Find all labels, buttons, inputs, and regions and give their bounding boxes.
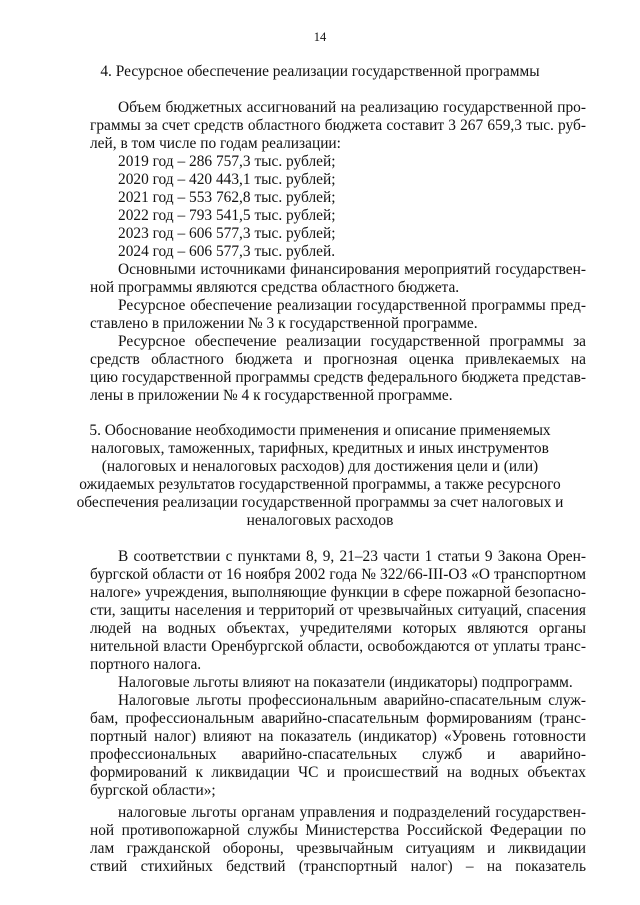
paragraph-line: портного налога.	[90, 656, 202, 673]
paragraph-line: средств областного бюджета и прогнозная оценка привлекаемых на	[90, 351, 586, 368]
paragraph-line: Ресурсное обеспечение реализации государственной программы за	[118, 333, 586, 350]
paragraph-line: портный налог) влияют на показатель (индикатор) «Уровень готовности	[90, 728, 586, 745]
year-allocation-item: 2022 год – 793 541,5 тыс. рублей;	[118, 207, 336, 224]
section-5-heading-line: обеспечения реализации государственной программы за счет налоговых и	[76, 494, 564, 511]
paragraph-line: налоговые льготы органам управления и подразделений государствен-	[118, 804, 586, 821]
section-5-heading-line: 5. Обоснование необходимости применения и описание применяемых	[89, 422, 551, 439]
paragraph-line: бургской области»;	[90, 782, 216, 799]
section-4-heading: 4. Ресурсное обеспечение реализации государственной программы	[100, 63, 540, 80]
year-allocation-item: 2020 год – 420 443,1 тыс. рублей;	[118, 171, 336, 188]
paragraph-line: ставлено в приложении № 3 к государственной программе.	[90, 315, 478, 332]
paragraph-line: ной противопожарной службы Министерства Российской Федерации по	[90, 822, 586, 839]
paragraph-line: лей, в том числе по годам реализации:	[90, 135, 341, 152]
section-5-heading-line: неналоговых расходов	[246, 512, 394, 529]
paragraph-line: бургской области от 16 ноября 2002 года № 322/66-III-ОЗ «О транспортном	[90, 566, 586, 583]
paragraph-line: ствий стихийных бедствий (транспортный налог) – на показатель	[90, 858, 586, 875]
paragraph-line: Ресурсное обеспечение реализации государственной программы пред-	[118, 297, 586, 314]
year-allocation-item: 2023 год – 606 577,3 тыс. рублей;	[118, 225, 336, 242]
year-allocation-item: 2024 год – 606 577,3 тыс. рублей.	[118, 243, 336, 260]
paragraph-line: сти, защиты населения и территорий от чрезвычайных ситуаций, спасения	[90, 602, 586, 619]
paragraph-line: лам гражданской обороны, чрезвычайным ситуациям и ликвидации	[90, 840, 586, 857]
year-allocation-item: 2019 год – 286 757,3 тыс. рублей;	[118, 153, 336, 170]
paragraph-line: налоге» учреждения, выполняющие функции в сфере пожарной безопасно-	[90, 584, 586, 601]
paragraph-line: Объем бюджетных ассигнований на реализацию государственной про-	[118, 99, 586, 116]
paragraph-line: граммы за счет средств областного бюджета составит 3 267 659,3 тыс. руб-	[90, 117, 586, 134]
paragraph-line: людей на водных объектах, учредителями которых являются органы	[90, 620, 586, 637]
paragraph-line: Налоговые льготы влияют на показатели (индикаторы) подпрограмм.	[118, 674, 573, 691]
page-number: 14	[313, 30, 327, 44]
section-5-heading-line: (налоговых и неналоговых расходов) для достижения цели и (или)	[101, 458, 539, 475]
paragraph-line: профессиональных аварийно-спасательных служб и аварийно-	[90, 746, 586, 763]
paragraph-line: лены в приложении № 4 к государственной программе.	[90, 387, 453, 404]
paragraph-line: ной программы являются средства областного бюджета.	[90, 279, 460, 296]
section-5-heading-line: налоговых, таможенных, тарифных, кредитных и иных инструментов	[91, 440, 549, 457]
year-allocation-item: 2021 год – 553 762,8 тыс. рублей;	[118, 189, 336, 206]
paragraph-line: нительной власти Оренбургской области, освобождаются от уплаты транс-	[90, 638, 586, 655]
paragraph-line: формирований к ликвидации ЧС и происшествий на водных объектах	[90, 764, 586, 781]
paragraph-line: бам, профессиональным аварийно-спасательным формированиям (транс-	[90, 710, 586, 727]
paragraph-line: цию государственной программы средств федерального бюджета представ-	[90, 369, 586, 386]
paragraph-line: Налоговые льготы профессиональным аварийно-спасательным служ-	[118, 692, 586, 709]
section-5-heading-line: ожидаемых результатов государственной программы, а также ресурсного	[79, 476, 561, 493]
paragraph-line: Основными источниками финансирования мероприятий государствен-	[118, 261, 586, 278]
paragraph-line: В соответствии с пунктами 8, 9, 21–23 части 1 статьи 9 Закона Орен-	[118, 548, 586, 565]
